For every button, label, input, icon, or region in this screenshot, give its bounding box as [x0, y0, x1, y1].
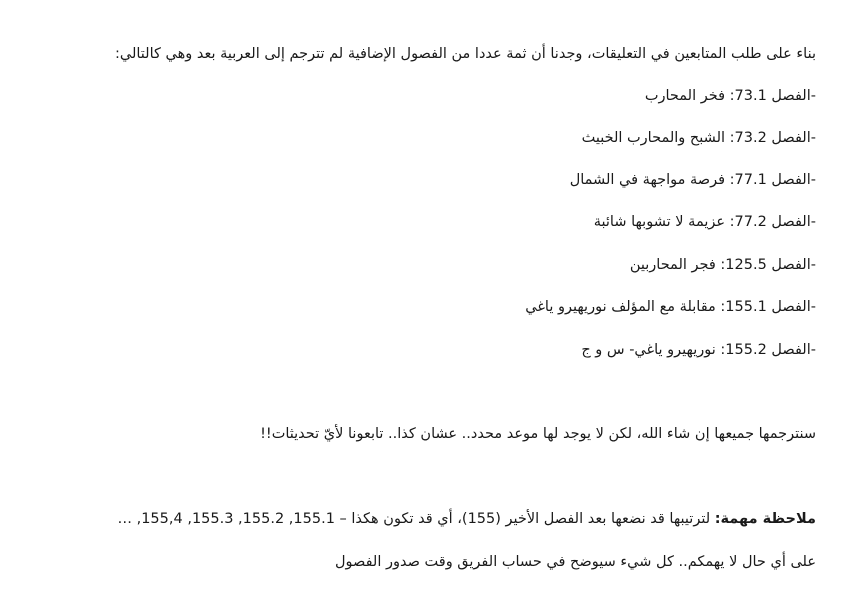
intro-paragraph: بناء على طلب المتابعين في التعليقات، وجدنا أن ثمة عددا من الفصول الإضافية لم تترجم إلى العربية بعد وهي كالتالي: — [115, 46, 816, 62]
chapter-item: -الفصل 77.2: عزيمة لا تشوبها شائبة — [593, 214, 816, 230]
chapter-item: -الفصل 73.1: فخر المحارب — [644, 88, 816, 104]
chapter-item: -الفصل 125.5: فجر المحاربين — [629, 257, 816, 273]
chapter-item: -الفصل 155.2: نوريهيرو ياغي- س و ج — [581, 342, 816, 358]
chapter-item: -الفصل 73.2: الشبح والمحارب الخبيث — [581, 130, 816, 146]
important-note — [117, 509, 816, 529]
note-text: لترتيبها قد نضعها بعد الفصل الأخير (155)، أي قد تكون هكذا – 155.1, 155.2, 155.3, 155,4, … — [117, 511, 715, 527]
chapter-item: -الفصل 77.1: فرصة مواجهة في الشمال — [569, 172, 816, 188]
translation-promise: سنترجمها جميعها إن شاء الله، لكن لا يوجد لها موعد محدد.. عشان كذا.. تابعونا لأيّ تحديثات!! — [260, 426, 816, 442]
chapter-item: -الفصل 155.1: مقابلة مع المؤلف نوريهيرو ياغي — [525, 299, 816, 315]
note-label: ملاحظة مهمة: — [714, 511, 816, 527]
closing-paragraph: على أي حال لا يهمكم.. كل شيء سيوضح في حساب الفريق وقت صدور الفصول — [335, 554, 816, 570]
